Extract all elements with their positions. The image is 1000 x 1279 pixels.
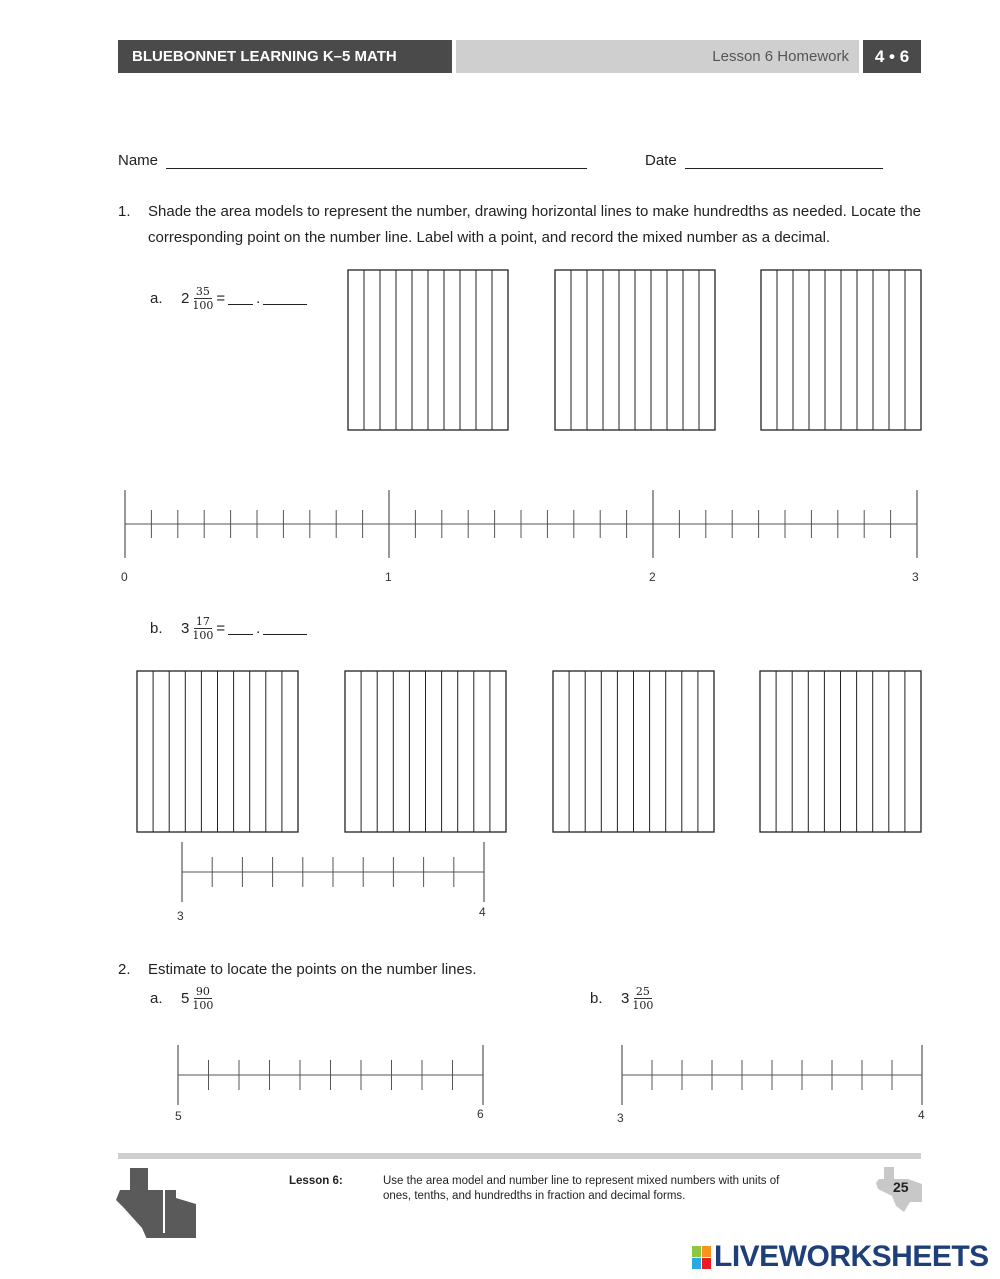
q1a-prompt: a. 2 $\frac{35}{100}$ = . — [150, 285, 307, 312]
nl-label: 3 — [177, 909, 184, 923]
nl-label: 1 — [385, 570, 392, 584]
nl-label: 5 — [175, 1109, 182, 1123]
liveworksheets-logo-icon — [692, 1246, 711, 1269]
q1a-label: a. — [150, 290, 163, 307]
footer-lesson-label: Lesson 6: — [289, 1175, 343, 1187]
q1-number: 1. — [118, 203, 131, 220]
q2a-prompt: a. 5 $\frac{90}{100}$ — [150, 985, 214, 1012]
nl-label: 0 — [121, 570, 128, 584]
texas-book-logo-icon — [116, 1168, 200, 1238]
q2a-fraction: $\frac{90}{100}$ — [192, 985, 214, 1012]
nl-label: 3 — [912, 570, 919, 584]
nl-label: 2 — [649, 570, 656, 584]
q2-instructions: Estimate to locate the points on the number lines. — [148, 961, 477, 978]
nl-label: 3 — [617, 1111, 624, 1125]
q1b-prompt: b. 3 $\frac{17}{100}$ = . — [150, 615, 307, 642]
header-lesson: Lesson 6 Homework — [456, 40, 859, 73]
q1a-whole: 2 — [181, 290, 190, 307]
liveworksheets-watermark: LIVEWORKSHEETS — [692, 1240, 989, 1274]
nl-label: 4 — [479, 905, 486, 919]
header-program: BLUEBONNET LEARNING K–5 MATH — [118, 40, 452, 73]
q1b-label: b. — [150, 620, 163, 637]
name-label: Name — [118, 152, 159, 169]
q2b-fraction: $\frac{25}{100}$ — [632, 985, 654, 1012]
nl-label: 6 — [477, 1107, 484, 1121]
footer-divider — [118, 1153, 921, 1159]
q2-number: 2. — [118, 961, 131, 978]
q2b-prompt: b. 3 $\frac{25}{100}$ — [590, 985, 654, 1012]
footer-objective: Use the area model and number line to represent mixed numbers with units of ones, tenths, and hundredths in fraction and decimal forms. — [383, 1175, 780, 1202]
q1a-fraction: $\frac{35}{100}$ — [192, 285, 214, 312]
date-label: Date — [645, 152, 677, 169]
q1b-fraction: $\frac{17}{100}$ — [192, 615, 214, 642]
header-code: 4 • 6 — [863, 40, 921, 73]
q1-instructions: Shade the area models to represent the number, drawing horizontal lines to make hundredths as needed. Locate the corresponding point on the number line. Label with a point, and record the mixed number as a decimal. — [148, 203, 921, 246]
page-number: 25 — [893, 1179, 909, 1195]
q1b-whole: 3 — [181, 620, 190, 637]
nl-label: 4 — [918, 1108, 925, 1122]
